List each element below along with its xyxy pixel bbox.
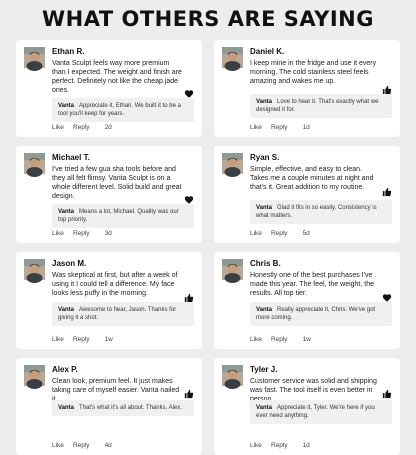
avatar <box>222 153 243 174</box>
reviewer-name: Michael T. <box>52 153 90 162</box>
thumbs-up-icon[interactable] <box>382 82 392 92</box>
reviewer-name: Daniel K. <box>250 47 285 56</box>
timestamp: 3d <box>104 230 112 237</box>
avatar-photo-icon <box>222 365 243 386</box>
like-link[interactable]: Like <box>250 336 262 343</box>
reply-brand: Vanta <box>256 307 273 313</box>
page-title: WHAT OTHERS ARE SAYING <box>42 7 374 31</box>
review-actions <box>52 442 112 449</box>
reply-link[interactable]: Reply <box>72 230 90 237</box>
reviewer-name: Alex P. <box>52 365 78 374</box>
reply-link[interactable]: Reply <box>72 336 90 343</box>
reply-link[interactable]: Reply <box>270 124 288 131</box>
review-actions <box>52 230 112 237</box>
brand-reply <box>52 400 194 416</box>
heart-icon[interactable] <box>184 86 194 96</box>
like-link[interactable]: Like <box>52 230 64 237</box>
reply-link[interactable]: Reply <box>270 442 288 449</box>
review-text: Vanta Sculpt feels way more premium than I expected. The weight and finish are perfect. Definitely not like the cheap jade ones. <box>52 60 182 94</box>
brand-reply <box>52 204 194 228</box>
review-card-3 <box>16 146 202 243</box>
brand-reply <box>52 98 194 122</box>
reply-brand: Vanta <box>58 405 75 411</box>
review-text: Clean look, premium feel. It just makes taking care of myself easier. Vanta nailed <box>52 378 180 394</box>
review-text: Was skeptical at first, but after a week of using it I could tell a difference. My face looks less puffy in the morning. <box>52 272 178 297</box>
review-actions <box>250 124 310 131</box>
reply-text: Love to hear it. That's exactly what we designed it for. <box>256 99 379 113</box>
thumbs-up-icon[interactable] <box>184 386 194 396</box>
reviewer-name: Jason M. <box>52 259 87 268</box>
review-card-5 <box>16 252 202 349</box>
timestamp: 2d <box>104 124 112 131</box>
avatar-photo-icon <box>222 153 243 174</box>
avatar <box>24 365 45 386</box>
timestamp: 4d <box>104 442 112 449</box>
like-link[interactable]: Like <box>52 336 64 343</box>
reply-text: Means a lot, Michael. Quality was our top priority. <box>58 209 179 223</box>
reviewer-name: Tyler J. <box>250 365 278 374</box>
reviewer-name: Chris B. <box>250 259 281 268</box>
brand-reply <box>250 302 392 326</box>
review-card-4 <box>214 146 400 243</box>
review-actions <box>250 336 311 343</box>
reply-link[interactable]: Reply <box>72 124 90 131</box>
reply-brand: Vanta <box>256 405 273 411</box>
brand-reply <box>52 302 194 326</box>
like-link[interactable]: Like <box>250 442 262 449</box>
avatar-photo-icon <box>24 259 45 280</box>
timestamp: 5d <box>302 230 310 237</box>
like-link[interactable]: Like <box>250 230 262 237</box>
review-actions <box>250 230 310 237</box>
review-actions <box>52 336 113 343</box>
like-link[interactable]: Like <box>52 124 64 131</box>
avatar-photo-icon <box>24 153 45 174</box>
like-link[interactable]: Like <box>52 442 64 449</box>
reply-brand: Vanta <box>256 205 273 211</box>
review-card-1 <box>16 40 202 137</box>
timestamp: 1w <box>104 336 113 343</box>
reply-text: Glad it fits in so easily. Consistency is what matters. <box>256 205 377 219</box>
timestamp: 1d <box>302 124 310 131</box>
thumbs-up-icon[interactable] <box>382 386 392 396</box>
reviewer-name: Ethan R. <box>52 47 85 56</box>
reply-text: Really appreciate it, Chris. We've got more coming. <box>256 307 376 321</box>
avatar <box>24 153 45 174</box>
brand-reply <box>250 94 392 118</box>
review-card-2 <box>214 40 400 137</box>
review-text: I keep mine in the fridge and use it every morning. The cold stainless steel feels amazing and wakes me up. <box>250 60 377 85</box>
review-text: Honestly one of the best purchases I've made this year. The feel, the weight, the results. All top tier. <box>250 272 375 297</box>
review-text: Customer service was solid and shipping was fast. The tool itself is even better in <box>250 378 377 394</box>
timestamp: 1w <box>302 336 311 343</box>
avatar <box>24 47 45 68</box>
like-link[interactable]: Like <box>250 124 262 131</box>
heart-icon[interactable] <box>382 290 392 300</box>
reply-text: Appreciate it, Ethan. We built it to be a tool you'll keep for years. <box>58 103 181 117</box>
reply-link[interactable]: Reply <box>270 336 288 343</box>
thumbs-up-icon[interactable] <box>184 290 194 300</box>
brand-reply <box>250 400 392 424</box>
timestamp: 1d <box>302 442 310 449</box>
avatar <box>222 365 243 386</box>
reviewer-name: Ryan S. <box>250 153 280 162</box>
reply-brand: Vanta <box>58 103 75 109</box>
avatar <box>24 259 45 280</box>
review-actions <box>52 124 112 131</box>
avatar-photo-icon <box>222 47 243 68</box>
review-text: Simple, effective, and easy to clean. Takes me a couple minutes at night and that's it. Great addition to my routine. <box>250 166 374 191</box>
review-card-6 <box>214 252 400 349</box>
thumbs-up-icon[interactable] <box>382 184 392 194</box>
reply-brand: Vanta <box>58 307 75 313</box>
brand-reply <box>250 200 392 224</box>
avatar <box>222 259 243 280</box>
reviews-grid <box>16 40 400 455</box>
review-card-8 <box>214 358 400 455</box>
reply-text: That's what it's all about. Thanks, Alex. <box>79 405 182 411</box>
reply-link[interactable]: Reply <box>72 442 90 449</box>
heart-icon[interactable] <box>184 192 194 202</box>
review-card-7 <box>16 358 202 455</box>
reply-text: Appreciate it, Tyler. We're here if you ever need anything. <box>256 405 375 419</box>
reply-brand: Vanta <box>58 209 75 215</box>
reply-link[interactable]: Reply <box>270 230 288 237</box>
avatar-photo-icon <box>222 259 243 280</box>
reply-text: Awesome to hear, Jason. Thanks for giving it a shot. <box>58 307 177 321</box>
avatar <box>222 47 243 68</box>
review-text: I've tried a few gua sha tools before and they all felt flimsy. Vanta Sculpt is on a whole different level. Solid build and great design. <box>52 166 182 200</box>
avatar-photo-icon <box>24 365 45 386</box>
avatar-photo-icon <box>24 47 45 68</box>
review-actions <box>250 442 310 449</box>
reply-brand: Vanta <box>256 99 273 105</box>
